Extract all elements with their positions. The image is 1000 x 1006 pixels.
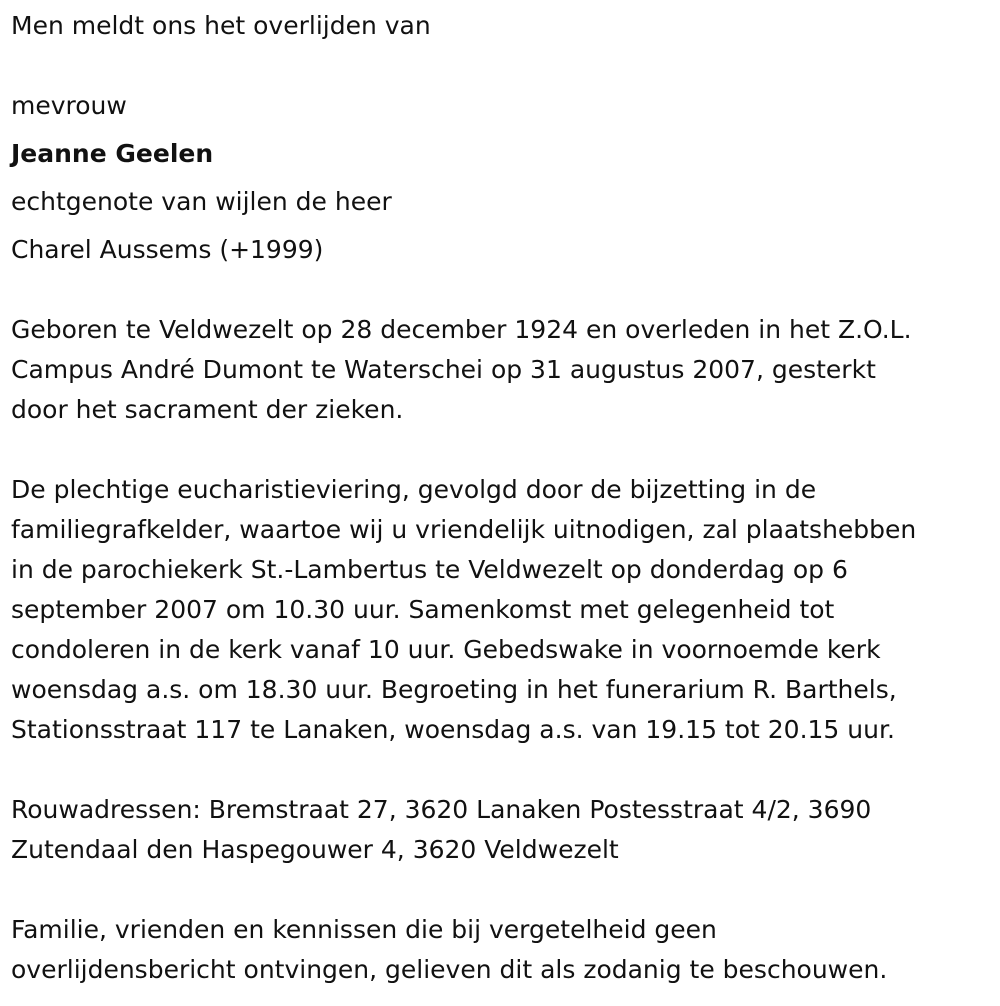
paragraph-line: september 2007 om 10.30 uur. Samenkomst met gelegenheid tot [11,595,835,624]
intro-text: Men meldt ons het overlijden van [11,11,431,40]
spouse-line-1: echtgenote van wijlen de heer [11,187,392,216]
paragraph-line: De plechtige eucharistieviering, gevolgd door de bijzetting in de [11,475,817,504]
paragraph-line: woensdag a.s. om 18.30 uur. Begroeting in het funerarium R. Barthels, [11,675,897,704]
paragraph-line: familiegrafkelder, waartoe wij u vriendelijk uitnodigen, zal plaatshebben [11,515,917,544]
paragraph-line: in de parochiekerk St.-Lambertus te Veldwezelt op donderdag op 6 [11,555,848,584]
paragraph-line: Rouwadressen: Bremstraat 27, 3620 Lanaken Postesstraat 4/2, 3690 [11,795,872,824]
birth-death-paragraph [11,310,991,430]
paragraph-line: Stationsstraat 117 te Lanaken, woensdag a.s. van 19.15 tot 20.15 uur. [11,715,895,744]
honorific: mevrouw [11,91,127,120]
family-notice-paragraph [11,910,991,990]
paragraph-line: Familie, vrienden en kennissen die bij vergetelheid geen [11,915,717,944]
paragraph-line: overlijdensbericht ontvingen, gelieven dit als zodanig te beschouwen. [11,955,888,984]
paragraph-line: condoleren in de kerk vanaf 10 uur. Gebedswake in voornoemde kerk [11,635,881,664]
funeral-service-paragraph [11,470,991,750]
paragraph-line: door het sacrament der zieken. [11,395,404,424]
paragraph-line: Geboren te Veldwezelt op 28 december 1924 en overleden in het Z.O.L. [11,315,912,344]
paragraph-line: Zutendaal den Haspegouwer 4, 3620 Veldwezelt [11,835,619,864]
spouse-line-2: Charel Aussems (+1999) [11,235,324,264]
paragraph-line: Campus André Dumont te Waterschei op 31 augustus 2007, gesterkt [11,355,876,384]
deceased-name: Jeanne Geelen [11,139,214,168]
mourning-addresses-paragraph [11,790,991,870]
